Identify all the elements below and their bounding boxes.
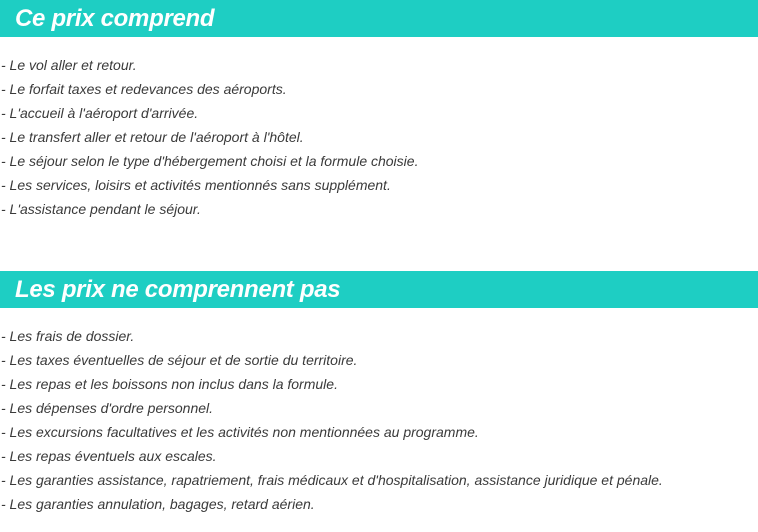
excluded-section-title: Les prix ne comprennent pas — [15, 276, 341, 303]
excluded-items-list — [1, 324, 663, 516]
included-item: - Le forfait taxes et redevances des aéroports. — [1, 81, 287, 97]
included-items-list — [1, 53, 418, 221]
excluded-item: - Les frais de dossier. — [1, 328, 135, 344]
included-section-title: Ce prix comprend — [15, 5, 215, 32]
excluded-section-header — [0, 271, 758, 308]
excluded-item: - Les garanties annulation, bagages, retard aérien. — [1, 496, 315, 512]
included-section-header — [0, 0, 758, 37]
included-item: - Le vol aller et retour. — [1, 57, 137, 73]
excluded-item: - Les taxes éventuelles de séjour et de sortie du territoire. — [1, 352, 358, 368]
included-item: - L'accueil à l'aéroport d'arrivée. — [1, 105, 199, 121]
included-item: - Les services, loisirs et activités mentionnés sans supplément. — [1, 177, 391, 193]
excluded-item: - Les repas éventuels aux escales. — [1, 448, 217, 464]
excluded-item: - Les excursions facultatives et les activités non mentionnées au programme. — [1, 424, 479, 440]
included-item: - Le séjour selon le type d'hébergement choisi et la formule choisie. — [1, 153, 419, 169]
excluded-item: - Les dépenses d'ordre personnel. — [1, 400, 214, 416]
excluded-item: - Les repas et les boissons non inclus dans la formule. — [1, 376, 338, 392]
included-item: - L'assistance pendant le séjour. — [1, 201, 201, 217]
excluded-item: - Les garanties assistance, rapatriement, frais médicaux et d'hospitalisation, assistance juridique et pénale. — [1, 472, 663, 488]
included-item: - Le transfert aller et retour de l'aéroport à l'hôtel. — [1, 129, 304, 145]
